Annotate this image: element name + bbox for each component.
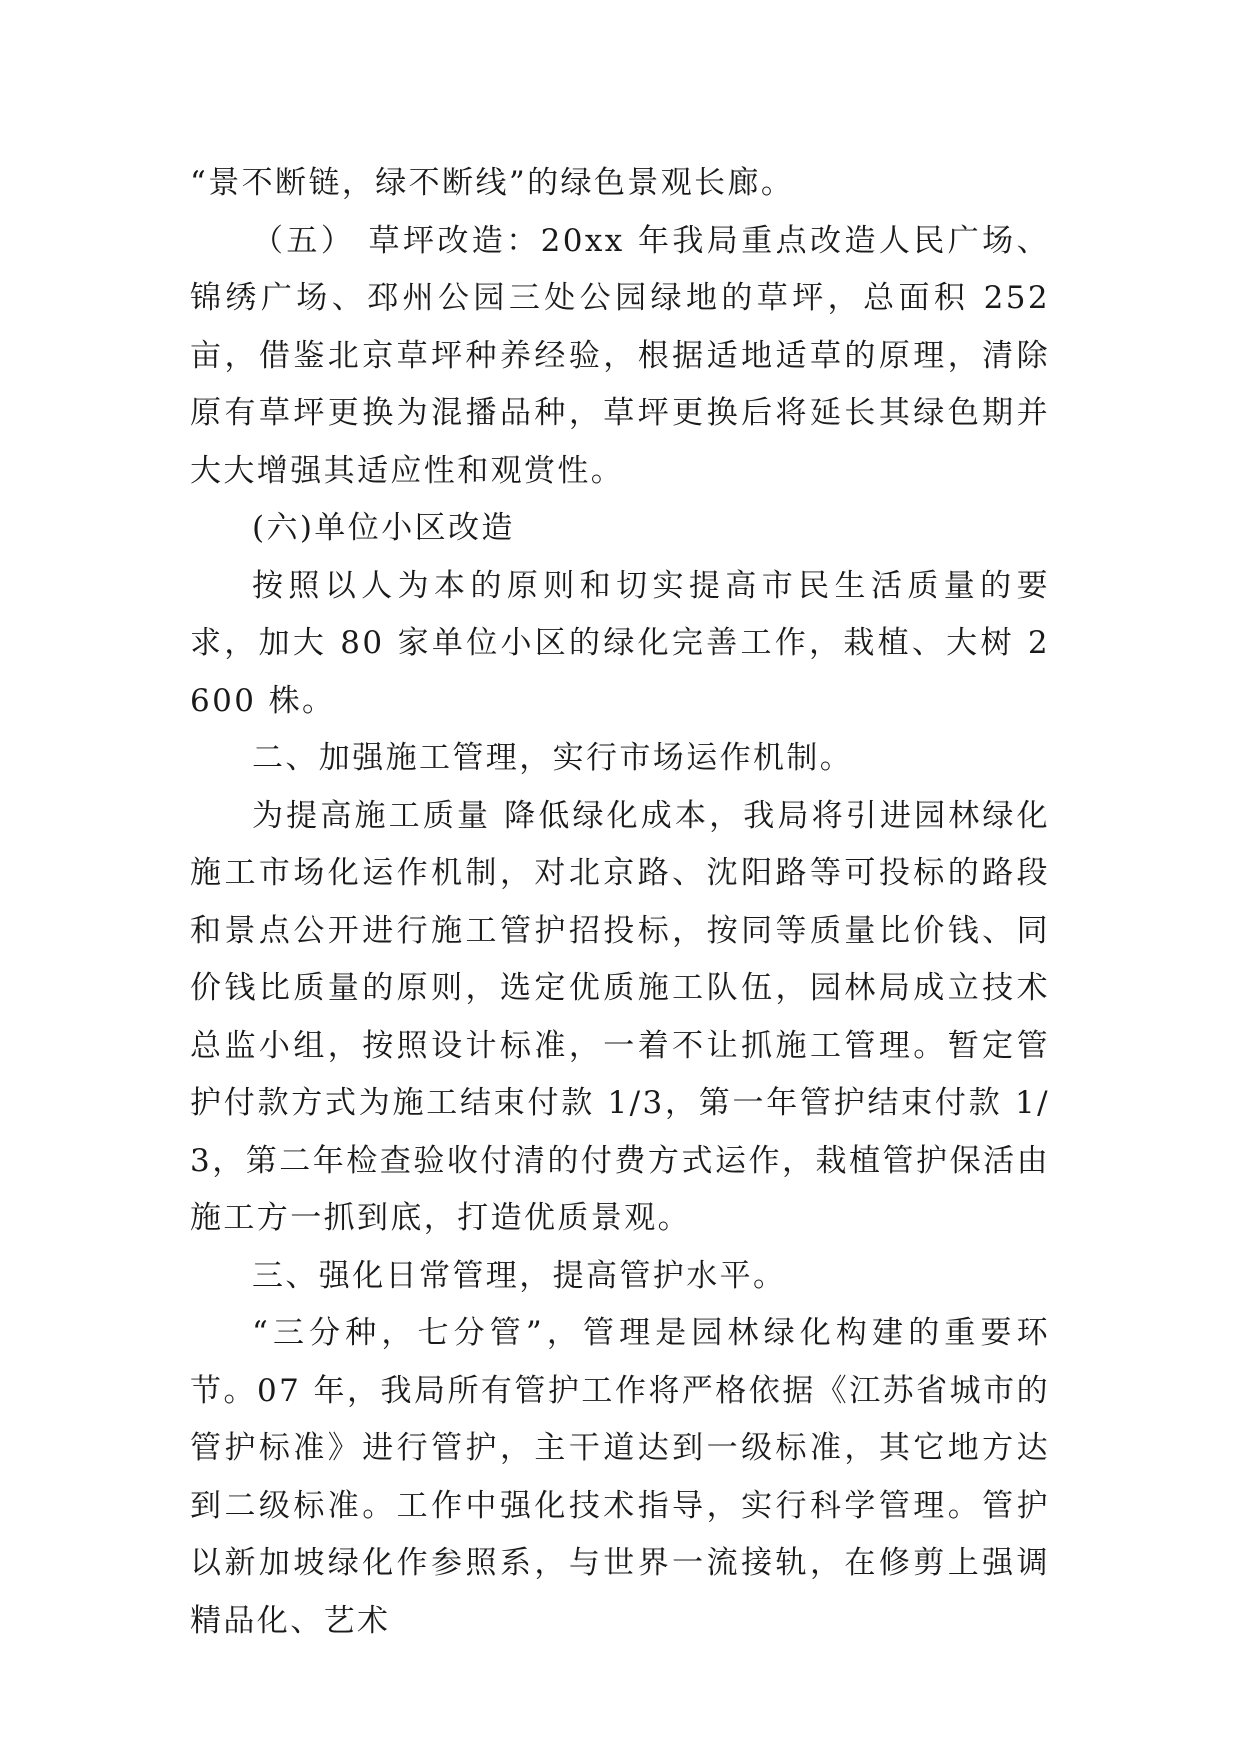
paragraph-3: (六)单位小区改造 xyxy=(252,510,515,546)
paragraph-6: 为提高施工质量 降低绿化成本，我局将引进园林绿化施工市场化运作机制，对北京路、沈阳路等可投标的路段和景点公开进行施工管护招投标，按同等质量比价钱、同价钱比质量的原则，选定优质施工队伍，园林局成立技术总监小组，按照设计标准，一着不让抓施工管理。暂定管护付款方式为施工结束付款 1/3，第一年管护结束付款 1/3，第二年检查验收付清的付费方式运作，栽植管护保活由施工方一抓到底，打造优质景观。 xyxy=(190,797,1050,1236)
paragraph-2: （五） 草坪改造：20xx 年我局重点改造人民广场、锦绣广场、邳州公园三处公园绿地的草坪，总面积 252 亩，借鉴北京草坪种养经验，根据适地适草的原理，清除原有草坪更换为混播品种，草坪更换后将延长其绿色期并大大增强其适应性和观赏性。 xyxy=(190,222,1063,489)
paragraph-5: 二、加强施工管理，实行市场运作机制。 xyxy=(252,740,854,776)
paragraph-7: 三、强化日常管理，提高管护水平。 xyxy=(252,1257,787,1294)
document-body xyxy=(190,155,1063,1650)
paragraph-8: “三分种，七分管”，管理是园林绿化构建的重要环节。07 年，我局所有管护工作将严格依据《江苏省城市的管护标准》进行管护，主干道达到一级标准，其它地方达到二级标准。工作中强化技术指导，实行科学管理。管护以新加坡绿化作参照系，与世界一流接轨，在修剪上强调精品化、艺术 xyxy=(190,1315,1050,1639)
paragraph-1: “景不断链，绿不断线”的绿色景观长廊。 xyxy=(190,165,795,201)
paragraph-4: 按照以人为本的原则和切实提高市民生活质量的要求，加大 80 家单位小区的绿化完善工作，栽植、大树 2600 株。 xyxy=(190,567,1050,719)
